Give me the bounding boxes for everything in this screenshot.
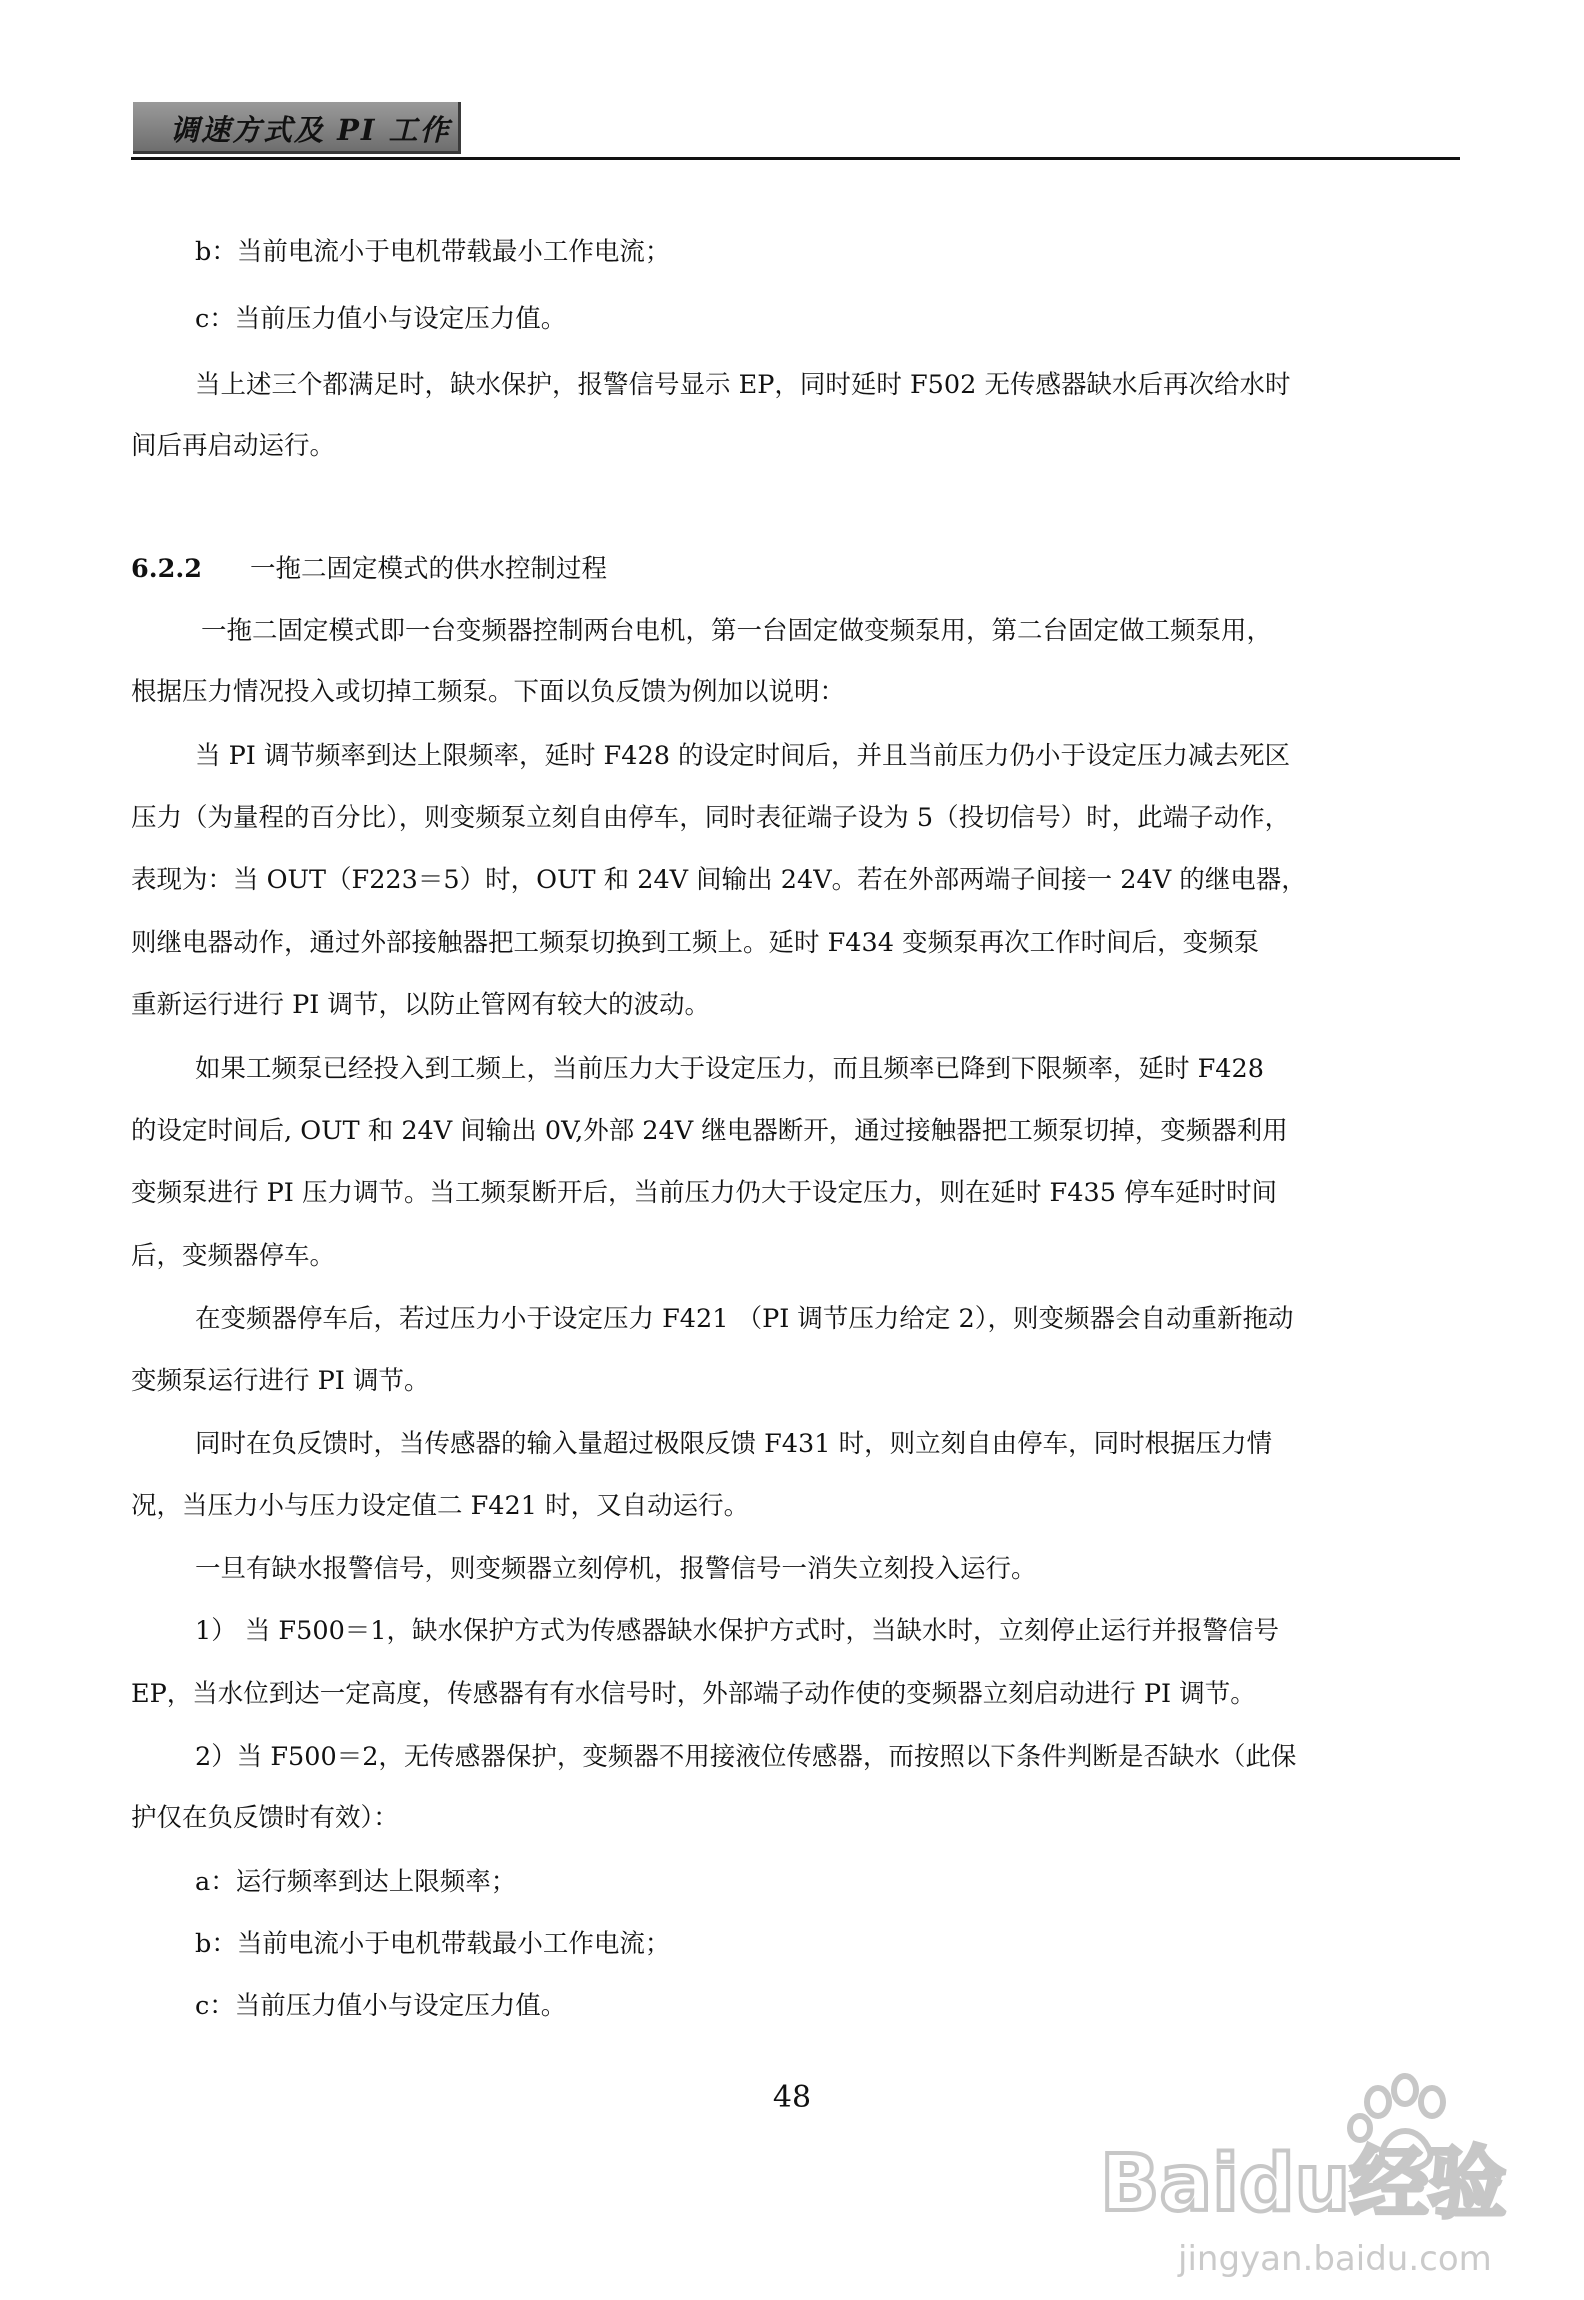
paragraph-line: b：当前电流小于电机带载最小工作电流； [195,1929,671,1959]
paragraph-line: 间后再启动运行。 [131,431,336,461]
paragraph-line: 重新运行进行 PI 调节，以防止管网有较大的波动。 [131,990,710,1020]
paragraph-line: 况，当压力小与压力设定值二 F421 时，又自动运行。 [131,1491,750,1521]
paragraph-line: c：当前压力值小与设定压力值。 [195,304,567,334]
paragraph-line: a：运行频率到达上限频率； [195,1867,517,1897]
paragraph-line: 当上述三个都满足时，缺水保护，报警信号显示 EP，同时延时 F502 无传感器缺水后再次给水时 [195,370,1291,400]
paragraph-line: 一拖二固定模式即一台变频器控制两台电机，第一台固定做变频泵用，第二台固定做工频泵用， [201,616,1273,646]
baidu-watermark [1100,2060,1520,2285]
section-title: 一拖二固定模式的供水控制过程 [249,554,607,584]
paragraph-line: 在变频器停车后，若过压力小于设定压力 F421 （PI 调节压力给定 2），则变频器会自动重新拖动 [195,1304,1294,1334]
paragraph-line: 如果工频泵已经投入到工频上，当前压力大于设定压力，而且频率已降到下限频率，延时 F428 [195,1054,1264,1084]
watermark-brand: Baidu经验 [1100,2139,1507,2229]
paragraph-line: 一旦有缺水报警信号，则变频器立刻停机，报警信号一消失立刻投入运行。 [195,1554,1037,1584]
watermark-url: jingyan.baidu.com [1178,2239,1492,2279]
paragraph-line: 1） 当 F500＝1，缺水保护方式为传感器缺水保护方式时，当缺水时，立刻停止运行并报警信号 [195,1616,1280,1646]
paragraph-line: 2）当 F500＝2，无传感器保护，变频器不用接液位传感器，而按照以下条件判断是否缺水（此保 [195,1742,1297,1772]
header-rule [131,157,1460,160]
header-title: 调速方式及 PI 工作 [170,113,451,147]
paragraph-line: 同时在负反馈时，当传感器的输入量超过极限反馈 F431 时，则立刻自由停车，同时根据压力情 [195,1429,1273,1459]
paragraph-line: 压力（为量程的百分比），则变频泵立刻自由停车，同时表征端子设为 5（投切信号）时，此端子动作， [131,803,1291,833]
paragraph-line: 护仅在负反馈时有效）： [131,1803,399,1833]
section-number: 6.2.2 [131,554,202,584]
paragraph-line: 变频泵进行 PI 压力调节。当工频泵断开后，当前压力仍大于设定压力，则在延时 F435 停车延时时间 [131,1178,1278,1208]
paragraph-line: 表现为：当 OUT（F223＝5）时，OUT 和 24V 间输出 24V。若在外部两端子间接一 24V 的继电器， [131,865,1307,895]
paragraph-line: 后，变频器停车。 [131,1241,336,1271]
paragraph-line: 根据压力情况投入或切掉工频泵。下面以负反馈为例加以说明： [131,677,846,707]
paragraph-line: 变频泵运行进行 PI 调节。 [131,1366,430,1396]
section-heading [131,553,607,585]
page-number: 48 [772,2080,812,2115]
paragraph-line: 的设定时间后, OUT 和 24V 间输出 0V,外部 24V 继电器断开，通过接触器把工频泵切掉，变频器利用 [131,1116,1288,1146]
paragraph-line: 当 PI 调节频率到达上限频率，延时 F428 的设定时间后，并且当前压力仍小于设定压力减去死区 [195,741,1291,771]
paragraph-line: EP，当水位到达一定高度，传感器有有水信号时，外部端子动作使的变频器立刻启动进行 PI 调节。 [131,1679,1256,1709]
paragraph-line: 则继电器动作，通过外部接触器把工频泵切换到工频上。延时 F434 变频泵再次工作时间后，变频泵 [131,928,1260,958]
paragraph-line: b：当前电流小于电机带载最小工作电流； [195,237,671,267]
paragraph-line: c：当前压力值小与设定压力值。 [195,1991,567,2021]
